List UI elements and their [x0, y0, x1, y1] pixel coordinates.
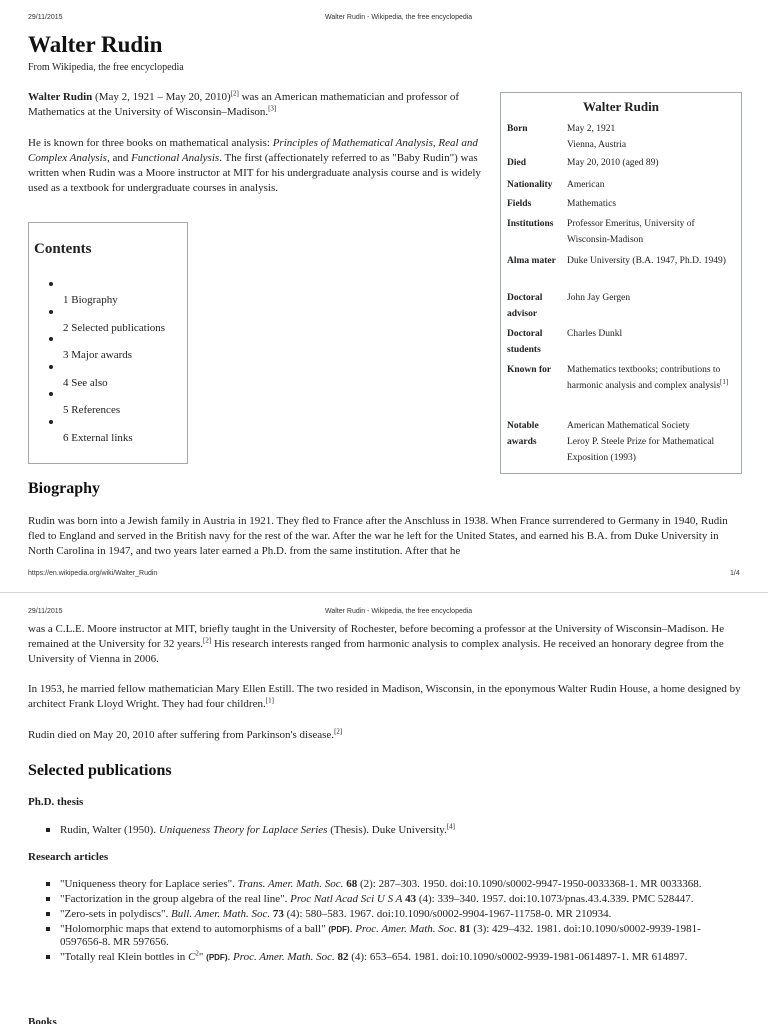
citation-text: (Thesis). Duke University. [327, 824, 447, 836]
journal-name: Trans. Amer. Math. Soc. [237, 878, 344, 890]
exponent: 2 [195, 949, 199, 958]
citation-text: . [227, 951, 233, 963]
list-item [28, 923, 742, 948]
volume: 73 [270, 908, 284, 920]
journal-name: Proc. Amer. Math. Soc. [232, 951, 335, 963]
print-header-title: Walter Rudin - Wikipedia, the free encyclopedia [325, 608, 473, 615]
citation-text: Rudin, Walter (1950). [60, 824, 159, 836]
citation-text[interactable]: (2): 287–303. 1950. doi:10.1090/s0002-9947-1950-0033368-1. MR 0033368. [357, 878, 702, 890]
toc-item-label[interactable]: 5 References [63, 404, 121, 416]
citation-link[interactable]: [1] [265, 696, 274, 705]
section-heading-publications: Selected publications [28, 762, 172, 779]
subheading-books: Books [28, 1016, 57, 1024]
citation-text[interactable]: (4): 653–654. 1981. doi:10.1090/s0002-9939-1981-0614897-1. MR 614897. [348, 951, 688, 963]
infobox-value: May 20, 2010 (aged 89) [567, 158, 659, 168]
infobox-value: American [567, 180, 605, 190]
print-page-number: 1/4 [730, 570, 740, 577]
bullet-icon [46, 897, 50, 901]
toc-item[interactable] [29, 362, 187, 390]
infobox-label: Institutions [507, 219, 554, 229]
infobox-label: Alma mater [507, 256, 556, 266]
bullet-icon [49, 310, 53, 314]
list-item [28, 908, 742, 920]
journal-name: Proc Natl Acad Sci U S A [290, 893, 403, 905]
toc-item-label[interactable]: 2 Selected publications [63, 321, 166, 334]
bullet-icon [46, 955, 50, 959]
section-heading-biography: Biography [28, 480, 101, 497]
infobox-value[interactable]: Mathematics [567, 199, 617, 209]
toc-item[interactable] [29, 334, 187, 362]
pdf-badge: (PDF) [206, 953, 228, 962]
known-text: , [432, 137, 439, 149]
bullet-icon [49, 337, 53, 341]
citation-text[interactable]: "Totally real Klein bottles in [60, 951, 189, 963]
citation-link[interactable]: [4] [446, 822, 455, 831]
known-text: , and [106, 152, 132, 164]
citation-link[interactable]: [2] [230, 89, 239, 98]
subheading-phd-thesis: Ph.D. thesis [28, 796, 84, 808]
born-place[interactable]: Vienna, Austria [567, 140, 627, 150]
bullet-icon [49, 365, 53, 369]
award-name[interactable]: Leroy P. Steele Prize for Mathematical Exposition (1993) [567, 437, 715, 463]
print-footer-url: https://en.wikipedia.org/wiki/Walter_Rudin [28, 570, 158, 577]
toc-item[interactable] [29, 417, 187, 445]
bullet-icon [49, 392, 53, 396]
lead-description: was an American mathematician and professor of Mathematics at the University of Wisconsin–Madison. [28, 91, 460, 118]
bullet-icon [49, 420, 53, 424]
complex-symbol: C [188, 951, 196, 963]
book-link[interactable]: Principles of Mathematical Analysis [272, 137, 433, 149]
thesis-list [28, 824, 742, 839]
infobox-label: Notable awards [507, 421, 539, 447]
toc-item[interactable] [29, 307, 187, 335]
thesis-title: Uniqueness Theory for Laplace Series [158, 824, 328, 836]
infobox-value [567, 362, 739, 394]
citation-text[interactable]: (4): 339–340. 1957. doi:10.1073/pnas.43.4.339. PMC 528447. [416, 893, 694, 905]
table-of-contents [28, 222, 188, 464]
toc-item[interactable] [29, 279, 187, 307]
volume: 43 [402, 893, 417, 905]
volume: 68 [343, 878, 358, 890]
bio-text: His research interests ranged from harmonic analysis to complex analysis. He received an honorary degree from the University of Vienna in 2006. [28, 638, 724, 665]
bio-text: Rudin died on May 20, 2010 after suffering from Parkinson's disease. [28, 729, 335, 741]
bullet-icon [49, 282, 53, 286]
print-header-title: Walter Rudin - Wikipedia, the free encyclopedia [325, 14, 473, 21]
citation-link[interactable]: [2] [334, 727, 343, 736]
infobox-label: Doctoral students [507, 329, 543, 355]
marriage-paragraph [28, 682, 742, 712]
infobox [500, 92, 742, 474]
award-org[interactable]: American Mathematical Society [567, 421, 690, 431]
biography-paragraph-continued [28, 622, 742, 667]
infobox-value[interactable]: John Jay Gergen [567, 293, 631, 303]
bullet-icon [46, 912, 50, 916]
infobox-value[interactable]: Duke University (B.A. 1947, Ph.D. 1949) [567, 256, 726, 266]
print-date: 29/11/2015 [28, 608, 63, 615]
citation-text[interactable]: (3): 429–432. 1981. doi:10.1090/s0002-9939-1981-0597656-8. MR 597656. [60, 923, 701, 948]
biography-paragraph: Rudin was born into a Jewish family in Austria in 1921. They fled to France after the Anschluss in 1938. When France surrendered to Germany in 1940, Rudin fled to England and served in the British navy for the rest of the war. After the war he left for the United States, and earned his B.A. from Duke University in North Carolina in 1947, and two years later earned a Ph.D. from the same institution. After that he [28, 515, 728, 557]
lead-name: Walter Rudin [28, 91, 93, 103]
journal-name: Proc. Amer. Math. Soc. [355, 923, 457, 935]
pdf-page-2 [0, 600, 768, 1024]
pdf-badge: (PDF) [328, 925, 350, 934]
article-title: Walter Rudin [28, 32, 163, 57]
citation-link[interactable]: [2] [203, 636, 212, 645]
infobox-label: Died [507, 158, 526, 168]
toc-list [29, 279, 187, 444]
born-date: May 2, 1921 [567, 124, 616, 134]
book-link[interactable]: Real and Complex Analysis [28, 137, 478, 164]
citation-text[interactable]: "Holomorphic maps that extend to automorphisms of a ball" [60, 923, 329, 935]
citation-link[interactable]: [1] [720, 377, 729, 386]
infobox-label: Nationality [507, 180, 553, 190]
lead-paragraph [28, 90, 488, 120]
infobox-value[interactable]: Professor Emeritus, University of Wisconsin-Madison [567, 219, 695, 245]
page-divider [0, 592, 768, 593]
book-link[interactable]: Functional Analysis [131, 152, 220, 164]
known-for-text: Mathematics textbooks; contributions to harmonic analysis and complex analysis [567, 365, 721, 391]
print-date: 29/11/2015 [28, 14, 63, 21]
bio-text: In 1953, he married fellow mathematician Mary Ellen Estill. The two resided in Madison, Wisconsin, in the eponymous Walter Rudin House, a home designed by architect Frank Lloyd Wright. They had four children. [28, 683, 741, 710]
lead-dates: (May 2, 1921 – May 20, 2010) [92, 91, 231, 103]
citation-text[interactable]: "Factorization in the group algebra of the real line". [60, 893, 291, 905]
citation-text[interactable]: (4): 580–583. 1967. doi:10.1090/s0002-9904-1967-11758-0. MR 210934. [283, 908, 612, 920]
infobox-value [567, 121, 739, 153]
toc-item-label[interactable]: 1 Biography [63, 294, 118, 306]
article-subtitle: From Wikipedia, the free encyclopedia [28, 62, 184, 73]
death-paragraph [28, 728, 742, 743]
citation-text[interactable]: "Zero-sets in polydiscs". [60, 908, 172, 920]
known-text: . The first (affectionately referred to as "Baby Rudin") was written when Rudin was a Moore instructor at MIT for his undergraduate analysis course and is widely used as a textbook for undergraduate courses in analysis. [28, 152, 481, 194]
articles-list [28, 878, 742, 967]
citation-text: . [349, 923, 356, 935]
toc-item-label[interactable]: 6 External links [63, 431, 133, 444]
bio-text: was a C.L.E. Moore instructor at MIT, briefly taught in the University of Rochester, before becoming a professor at the University of Wisconsin–Madison. He remained at the University for 32 years. [28, 623, 725, 650]
list-item [28, 878, 742, 890]
toc-item[interactable] [29, 389, 187, 417]
infobox-label: Doctoral advisor [507, 293, 543, 319]
subheading-research-articles: Research articles [28, 851, 109, 863]
citation-text[interactable]: "Uniqueness theory for Laplace series". [60, 878, 238, 890]
infobox-value [567, 418, 739, 466]
known-for-paragraph [28, 136, 490, 196]
list-item [28, 824, 742, 836]
bullet-icon [46, 882, 50, 886]
bullet-icon [46, 828, 50, 832]
toc-item-label[interactable]: 4 See also [63, 376, 108, 389]
list-item [28, 951, 742, 964]
infobox-label: Known for [507, 365, 552, 375]
infobox-title: Walter Rudin [583, 99, 659, 114]
journal-name: Bull. Amer. Math. Soc. [171, 908, 271, 920]
bullet-icon [46, 927, 50, 931]
infobox-label: Born [507, 124, 528, 134]
infobox-value[interactable]: Charles Dunkl [567, 329, 623, 339]
volume: 82 [334, 951, 349, 963]
citation-link[interactable]: [3] [268, 104, 277, 113]
known-text: He is known for three books on mathematical analysis: [28, 137, 273, 149]
volume: 81 [456, 923, 471, 935]
list-item [28, 893, 742, 905]
toc-heading: Contents [34, 241, 92, 257]
toc-item-label[interactable]: 3 Major awards [63, 349, 133, 361]
infobox-label: Fields [507, 199, 532, 209]
citation-text: " [198, 951, 207, 963]
